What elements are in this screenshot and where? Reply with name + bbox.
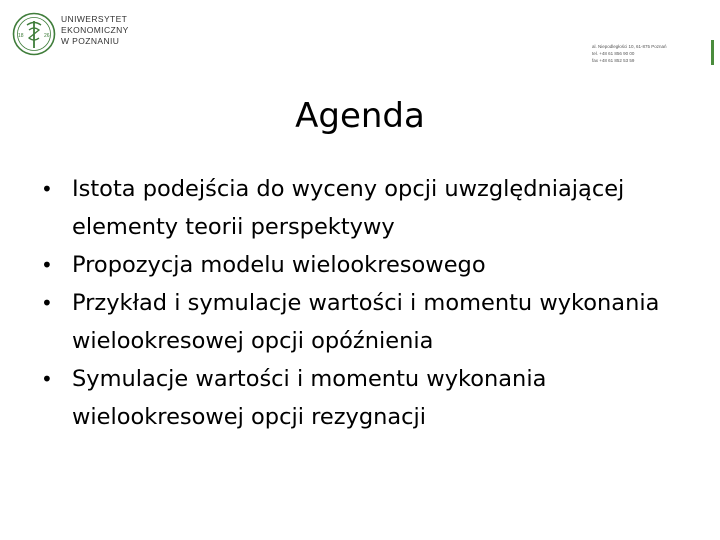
contact-phone: tel. +48 61 856 90 00 [592,51,635,56]
agenda-item [40,170,710,246]
bullet-icon: • [41,291,53,315]
contact-fax: fax +48 61 852 53 59 [592,58,635,63]
svg-text:26: 26 [44,33,50,39]
agenda-item-text: Symulacje wartości i momentu wykonania wielookresowej opcji rezygnacji [72,366,547,430]
agenda-list [40,170,710,436]
university-name-line-1: UNIWERSYTET [61,14,128,24]
university-name [61,14,129,47]
bullet-icon: • [41,177,53,201]
agenda-item [40,284,710,360]
svg-text:18: 18 [18,33,24,39]
bullet-icon: • [41,367,53,391]
agenda-item [40,360,710,436]
agenda-item [40,246,710,284]
agenda-item-text: Propozycja modelu wielookresowego [72,252,486,278]
contact-address: al. Niepodległości 10, 61-875 Poznań [592,44,667,49]
university-name-line-2: EKONOMICZNY [61,25,129,35]
agenda-item-text: Istota podejścia do wyceny opcji uwzględniającej elementy teorii perspektywy [72,176,625,240]
university-name-line-3: W POZNANIU [61,36,120,46]
agenda-item-text: Przykład i symulacje wartości i momentu wykonania wielookresowej opcji opóźnienia [72,290,660,354]
contact-info [592,43,667,64]
accent-bar [711,40,714,65]
bullet-icon: • [41,253,53,277]
slide-title: Agenda [295,96,425,136]
university-emblem-icon [12,12,56,56]
university-logo [12,12,129,56]
